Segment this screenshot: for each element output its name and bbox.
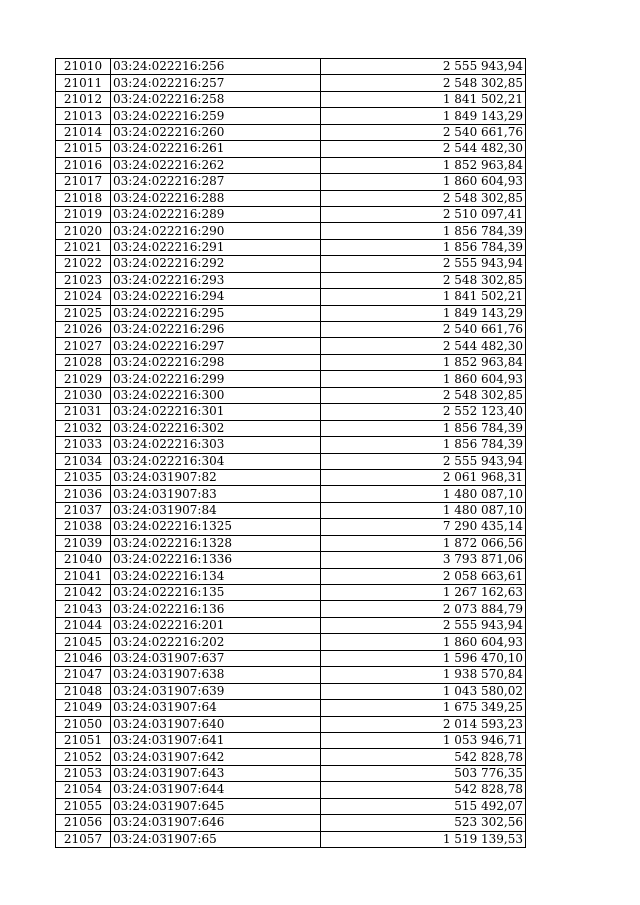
cadastral-value-cell: 2 548 302,85 [321, 272, 526, 288]
row-number-cell: 21019 [56, 206, 111, 222]
row-number-cell: 21017 [56, 174, 111, 190]
cadastral-number-cell: 03:24:022216:291 [111, 239, 321, 255]
table-row [56, 437, 526, 453]
row-number-cell: 21047 [56, 667, 111, 683]
cadastral-value-cell: 2 555 943,94 [321, 256, 526, 272]
cadastral-number-cell: 03:24:022216:258 [111, 91, 321, 107]
cadastral-number-cell: 03:24:022216:293 [111, 272, 321, 288]
cadastral-number-cell: 03:24:031907:645 [111, 798, 321, 814]
cadastral-value-cell: 1 852 963,84 [321, 354, 526, 370]
cadastral-number-cell: 03:24:022216:135 [111, 585, 321, 601]
cadastral-number-cell: 03:24:022216:261 [111, 141, 321, 157]
table-row [56, 700, 526, 716]
cadastral-number-cell: 03:24:022216:257 [111, 75, 321, 91]
cadastral-number-cell: 03:24:031907:637 [111, 650, 321, 666]
table-row [56, 732, 526, 748]
cadastral-value-cell: 2 552 123,40 [321, 404, 526, 420]
cadastral-number-cell: 03:24:031907:644 [111, 782, 321, 798]
cadastral-value-cell: 2 061 968,31 [321, 469, 526, 485]
row-number-cell: 21046 [56, 650, 111, 666]
table-row [56, 716, 526, 732]
cadastral-value-cell: 2 555 943,94 [321, 617, 526, 633]
table-row [56, 453, 526, 469]
row-number-cell: 21057 [56, 831, 111, 847]
cadastral-number-cell: 03:24:022216:136 [111, 601, 321, 617]
cadastral-value-cell: 1 841 502,21 [321, 289, 526, 305]
cadastral-value-cell: 2 540 661,76 [321, 124, 526, 140]
table-row [56, 831, 526, 847]
cadastral-number-cell: 03:24:022216:294 [111, 289, 321, 305]
cadastral-value-cell: 1 849 143,29 [321, 305, 526, 321]
cadastral-number-cell: 03:24:022216:288 [111, 190, 321, 206]
cadastral-number-cell: 03:24:022216:302 [111, 420, 321, 436]
table-row [56, 371, 526, 387]
cadastral-value-cell: 542 828,78 [321, 782, 526, 798]
cadastral-number-cell: 03:24:022216:304 [111, 453, 321, 469]
row-number-cell: 21032 [56, 420, 111, 436]
cadastral-number-cell: 03:24:022216:260 [111, 124, 321, 140]
cadastral-number-cell: 03:24:022216:1328 [111, 535, 321, 551]
table-row [56, 387, 526, 403]
row-number-cell: 21038 [56, 519, 111, 535]
cadastral-value-cell: 503 776,35 [321, 765, 526, 781]
row-number-cell: 21022 [56, 256, 111, 272]
row-number-cell: 21014 [56, 124, 111, 140]
cadastral-value-cell: 1 849 143,29 [321, 108, 526, 124]
cadastral-number-cell: 03:24:022216:287 [111, 174, 321, 190]
row-number-cell: 21018 [56, 190, 111, 206]
row-number-cell: 21028 [56, 354, 111, 370]
cadastral-value-cell: 1 860 604,93 [321, 174, 526, 190]
table-row [56, 272, 526, 288]
row-number-cell: 21054 [56, 782, 111, 798]
row-number-cell: 21030 [56, 387, 111, 403]
table-row [56, 108, 526, 124]
cadastral-number-cell: 03:24:022216:134 [111, 568, 321, 584]
cadastral-number-cell: 03:24:031907:643 [111, 765, 321, 781]
cadastral-number-cell: 03:24:022216:262 [111, 157, 321, 173]
row-number-cell: 21048 [56, 683, 111, 699]
table-row [56, 91, 526, 107]
table-row [56, 552, 526, 568]
cadastral-number-cell: 03:24:031907:639 [111, 683, 321, 699]
table-row [56, 420, 526, 436]
cadastral-value-cell: 523 302,56 [321, 815, 526, 831]
cadastral-number-cell: 03:24:022216:289 [111, 206, 321, 222]
row-number-cell: 21027 [56, 338, 111, 354]
row-number-cell: 21012 [56, 91, 111, 107]
cadastral-value-cell: 2 014 593,23 [321, 716, 526, 732]
table-row [56, 239, 526, 255]
cadastral-value-cell: 1 856 784,39 [321, 223, 526, 239]
cadastral-number-cell: 03:24:022216:297 [111, 338, 321, 354]
table-row [56, 256, 526, 272]
cadastral-value-cell: 2 544 482,30 [321, 141, 526, 157]
cadastral-number-cell: 03:24:031907:84 [111, 502, 321, 518]
cadastral-number-cell: 03:24:031907:646 [111, 815, 321, 831]
row-number-cell: 21024 [56, 289, 111, 305]
row-number-cell: 21040 [56, 552, 111, 568]
cadastral-value-cell: 2 544 482,30 [321, 338, 526, 354]
row-number-cell: 21013 [56, 108, 111, 124]
table-row [56, 815, 526, 831]
row-number-cell: 21010 [56, 59, 111, 75]
table-row [56, 782, 526, 798]
row-number-cell: 21042 [56, 585, 111, 601]
cadastral-number-cell: 03:24:031907:640 [111, 716, 321, 732]
row-number-cell: 21052 [56, 749, 111, 765]
row-number-cell: 21021 [56, 239, 111, 255]
table-row [56, 190, 526, 206]
row-number-cell: 21055 [56, 798, 111, 814]
row-number-cell: 21045 [56, 634, 111, 650]
cadastral-number-cell: 03:24:022216:256 [111, 59, 321, 75]
table-row [56, 305, 526, 321]
row-number-cell: 21034 [56, 453, 111, 469]
cadastral-number-cell: 03:24:031907:642 [111, 749, 321, 765]
row-number-cell: 21053 [56, 765, 111, 781]
table-row [56, 289, 526, 305]
table-row [56, 469, 526, 485]
row-number-cell: 21051 [56, 732, 111, 748]
cadastral-number-cell: 03:24:022216:295 [111, 305, 321, 321]
table-row [56, 157, 526, 173]
cadastral-value-cell: 1 519 139,53 [321, 831, 526, 847]
cadastral-value-cell: 542 828,78 [321, 749, 526, 765]
table-row [56, 502, 526, 518]
row-number-cell: 21044 [56, 617, 111, 633]
cadastral-value-cell: 3 793 871,06 [321, 552, 526, 568]
cadastral-value-cell: 1 675 349,25 [321, 700, 526, 716]
cadastral-number-cell: 03:24:022216:201 [111, 617, 321, 633]
cadastral-number-cell: 03:24:031907:64 [111, 700, 321, 716]
row-number-cell: 21041 [56, 568, 111, 584]
row-number-cell: 21043 [56, 601, 111, 617]
cadastral-value-cell: 1 856 784,39 [321, 239, 526, 255]
row-number-cell: 21029 [56, 371, 111, 387]
cadastral-value-cell: 1 856 784,39 [321, 420, 526, 436]
cadastral-value-cell: 2 058 663,61 [321, 568, 526, 584]
table-row [56, 322, 526, 338]
table-row [56, 174, 526, 190]
cadastral-value-cell: 2 510 097,41 [321, 206, 526, 222]
row-number-cell: 21020 [56, 223, 111, 239]
table-row [56, 519, 526, 535]
table-row [56, 354, 526, 370]
table-row [56, 59, 526, 75]
cadastral-value-cell: 2 548 302,85 [321, 75, 526, 91]
cadastral-value-cell: 2 555 943,94 [321, 453, 526, 469]
cadastral-value-cell: 1 053 946,71 [321, 732, 526, 748]
cadastral-value-cell: 1 860 604,93 [321, 634, 526, 650]
cadastral-value-cell: 2 555 943,94 [321, 59, 526, 75]
table-row [56, 141, 526, 157]
row-number-cell: 21033 [56, 437, 111, 453]
cadastral-value-cell: 1 938 570,84 [321, 667, 526, 683]
table-row [56, 617, 526, 633]
table-row [56, 749, 526, 765]
row-number-cell: 21015 [56, 141, 111, 157]
table-row [56, 206, 526, 222]
cadastral-number-cell: 03:24:022216:290 [111, 223, 321, 239]
cadastral-value-cell: 1 872 066,56 [321, 535, 526, 551]
cadastral-number-cell: 03:24:022216:300 [111, 387, 321, 403]
cadastral-value-cell: 7 290 435,14 [321, 519, 526, 535]
table-row [56, 798, 526, 814]
table-row [56, 765, 526, 781]
cadastral-value-cell: 515 492,07 [321, 798, 526, 814]
cadastral-number-cell: 03:24:022216:1336 [111, 552, 321, 568]
cadastral-number-cell: 03:24:031907:82 [111, 469, 321, 485]
cadastral-number-cell: 03:24:022216:202 [111, 634, 321, 650]
table-row [56, 124, 526, 140]
row-number-cell: 21026 [56, 322, 111, 338]
cadastral-value-cell: 1 841 502,21 [321, 91, 526, 107]
row-number-cell: 21049 [56, 700, 111, 716]
cadastral-number-cell: 03:24:031907:83 [111, 486, 321, 502]
cadastral-value-cell: 2 548 302,85 [321, 387, 526, 403]
cadastral-value-cell: 1 480 087,10 [321, 486, 526, 502]
row-number-cell: 21036 [56, 486, 111, 502]
cadastral-number-cell: 03:24:022216:303 [111, 437, 321, 453]
table-row [56, 75, 526, 91]
row-number-cell: 21039 [56, 535, 111, 551]
cadastral-value-cell: 1 596 470,10 [321, 650, 526, 666]
table-row [56, 404, 526, 420]
cadastral-value-cell: 1 852 963,84 [321, 157, 526, 173]
row-number-cell: 21056 [56, 815, 111, 831]
row-number-cell: 21025 [56, 305, 111, 321]
row-number-cell: 21016 [56, 157, 111, 173]
cadastral-number-cell: 03:24:031907:638 [111, 667, 321, 683]
cadastral-value-cell: 1 043 580,02 [321, 683, 526, 699]
cadastral-number-cell: 03:24:022216:1325 [111, 519, 321, 535]
cadastral-value-cell: 2 073 884,79 [321, 601, 526, 617]
cadastral-number-cell: 03:24:022216:259 [111, 108, 321, 124]
cadastral-number-cell: 03:24:022216:301 [111, 404, 321, 420]
cadastral-number-cell: 03:24:022216:298 [111, 354, 321, 370]
table-row [56, 634, 526, 650]
table-row [56, 568, 526, 584]
table-row [56, 535, 526, 551]
cadastral-number-cell: 03:24:022216:296 [111, 322, 321, 338]
table-row [56, 223, 526, 239]
cadastral-value-cell: 1 860 604,93 [321, 371, 526, 387]
table-row [56, 486, 526, 502]
cadastral-value-table [55, 58, 526, 848]
row-number-cell: 21011 [56, 75, 111, 91]
row-number-cell: 21037 [56, 502, 111, 518]
table-body [56, 59, 526, 848]
cadastral-value-cell: 2 540 661,76 [321, 322, 526, 338]
table-row [56, 585, 526, 601]
cadastral-value-cell: 2 548 302,85 [321, 190, 526, 206]
cadastral-value-cell: 1 267 162,63 [321, 585, 526, 601]
cadastral-value-cell: 1 856 784,39 [321, 437, 526, 453]
table-row [56, 338, 526, 354]
cadastral-number-cell: 03:24:022216:299 [111, 371, 321, 387]
table-row [56, 667, 526, 683]
cadastral-number-cell: 03:24:031907:65 [111, 831, 321, 847]
row-number-cell: 21050 [56, 716, 111, 732]
row-number-cell: 21023 [56, 272, 111, 288]
table-row [56, 601, 526, 617]
row-number-cell: 21035 [56, 469, 111, 485]
table-row [56, 650, 526, 666]
cadastral-value-cell: 1 480 087,10 [321, 502, 526, 518]
table-row [56, 683, 526, 699]
cadastral-number-cell: 03:24:022216:292 [111, 256, 321, 272]
row-number-cell: 21031 [56, 404, 111, 420]
cadastral-number-cell: 03:24:031907:641 [111, 732, 321, 748]
